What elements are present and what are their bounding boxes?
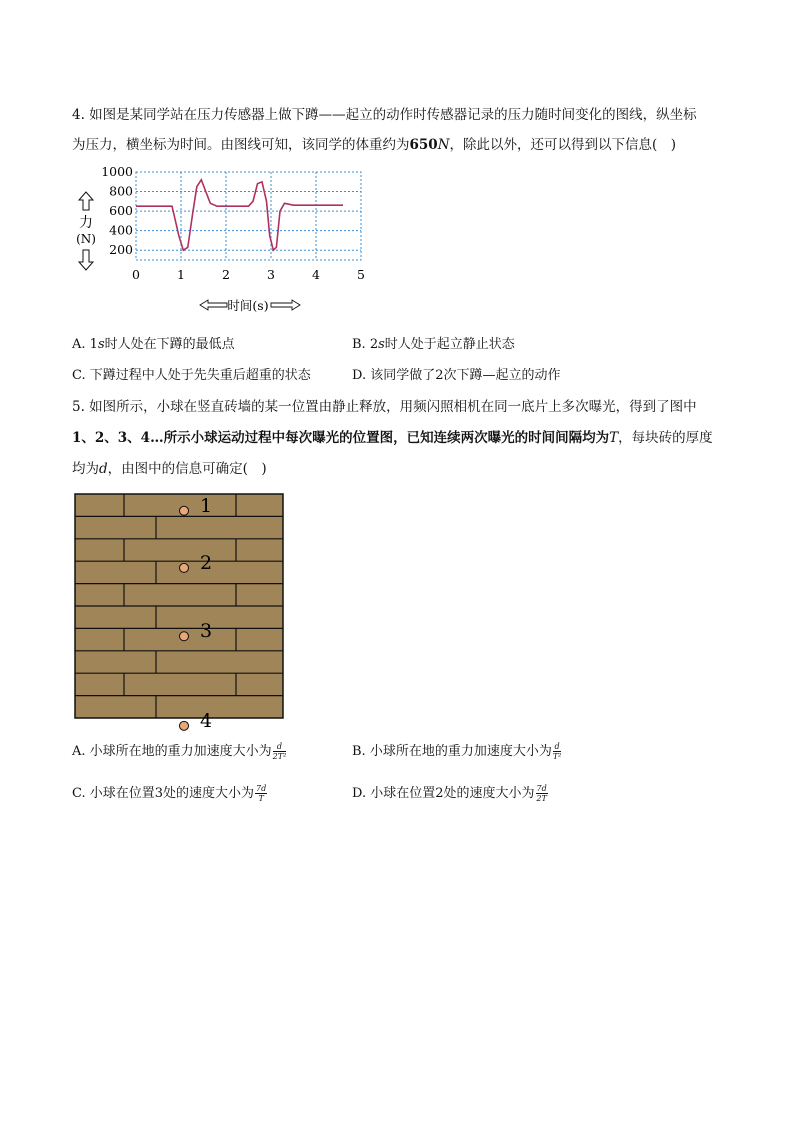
- y-tick-label: 1000: [101, 164, 133, 179]
- fraction: $\frac{7d}{T}$: [256, 784, 267, 803]
- ball-label-3: 3: [200, 620, 213, 643]
- y-tick-labels: [101, 164, 133, 257]
- ball-1: [180, 506, 189, 515]
- ball-2: [180, 563, 189, 572]
- fraction: $\frac{d}{\text{2T²}}$: [272, 742, 287, 761]
- x-axis-label-group: [200, 298, 300, 313]
- weight-value: 650: [409, 137, 438, 153]
- down-arrow-icon: [79, 250, 93, 270]
- ball-4: [180, 721, 189, 730]
- y-axis-label-unit: (N): [76, 232, 96, 246]
- q5-stem-line2: 1、2、3、4…所示小球运动过程中每次曝光的位置图，已知连续两次曝光的时间间隔均为T，每块砖的厚度: [72, 430, 713, 446]
- q5-stem-text: 1、2、3、4…所示小球运动过程中每次曝光的位置图，已知连续两次曝光的时间间隔均为: [72, 430, 610, 446]
- q5-option-c[interactable]: C. 小球在位置3处的速度大小为 $\frac{7d}{T}$: [72, 784, 267, 803]
- q4-option-a[interactable]: A. 1s时人处在下蹲的最低点: [72, 337, 235, 352]
- q4-stem-line1: 4. 如图是某同学站在压力传感器上做下蹲——起立的动作时传感器记录的压力随时间变化的图线，纵坐标: [72, 107, 697, 123]
- fraction: $\frac{d}{\text{T²}}$: [552, 742, 562, 761]
- q5-option-b[interactable]: B. 小球所在地的重力加速度大小为 $\frac{d}{\text{T²}}$: [352, 742, 562, 761]
- ball-3: [180, 632, 189, 641]
- force-time-chart: [72, 162, 372, 312]
- y-axis-label-group: [76, 192, 96, 270]
- y-tick-label: 800: [109, 183, 133, 199]
- right-arrow-icon: [271, 300, 300, 310]
- q5-option-d[interactable]: D. 小球在位置2处的速度大小为 $\frac{7d}{2T}$: [352, 784, 547, 803]
- x-axis-label: 时间(s): [227, 298, 269, 313]
- bricks: [75, 494, 283, 718]
- q4-stem-text-end: ，除此以外，还可以得到以下信息( ): [449, 137, 677, 153]
- up-arrow-icon: [79, 192, 93, 210]
- x-tick-label: 0: [132, 267, 140, 282]
- y-tick-label: 600: [109, 203, 133, 219]
- y-tick-label: 200: [109, 242, 133, 258]
- brick-wall-figure: [74, 493, 286, 732]
- q5-stem-line3: 均为d，由图中的信息可确定( ): [72, 461, 267, 477]
- fraction: $\frac{7d}{2T}$: [536, 784, 547, 803]
- x-tick-label: 3: [267, 267, 275, 282]
- x-tick-labels: [132, 267, 365, 282]
- plot-frame: [136, 172, 361, 260]
- x-tick-label: 1: [177, 267, 185, 282]
- ball-label-4: 4: [200, 709, 213, 732]
- chart-grid: [136, 172, 361, 260]
- x-tick-label: 2: [222, 267, 230, 282]
- y-axis-label-force: 力: [79, 215, 93, 231]
- y-tick-label: 400: [109, 222, 133, 238]
- ball-label-1: 1: [200, 494, 213, 517]
- force-curve: [136, 180, 343, 250]
- x-tick-label: 5: [357, 267, 365, 282]
- ball-label-2: 2: [200, 551, 213, 574]
- left-arrow-icon: [200, 300, 227, 310]
- q5-stem-line1: 5. 如图所示，小球在竖直砖墙的某一位置由静止释放，用频闪照相机在同一底片上多次曝光，得到了图中: [72, 399, 697, 415]
- q4-option-d[interactable]: D. 该同学做了2次下蹲—起立的动作: [352, 368, 561, 383]
- q4-option-b[interactable]: B. 2s时人处于起立静止状态: [352, 337, 515, 352]
- x-tick-label: 4: [312, 267, 320, 282]
- weight-unit: N: [437, 137, 450, 153]
- q4-stem-line2: [72, 133, 676, 153]
- q5-option-a[interactable]: A. 小球所在地的重力加速度大小为 $\frac{d}{\text{2T²}}$: [72, 742, 287, 761]
- q4-stem-text: 为压力，横坐标为时间。由图线可知，该同学的体重约为: [72, 137, 410, 153]
- q4-option-c[interactable]: C. 下蹲过程中人处于先失重后超重的状态: [72, 368, 311, 383]
